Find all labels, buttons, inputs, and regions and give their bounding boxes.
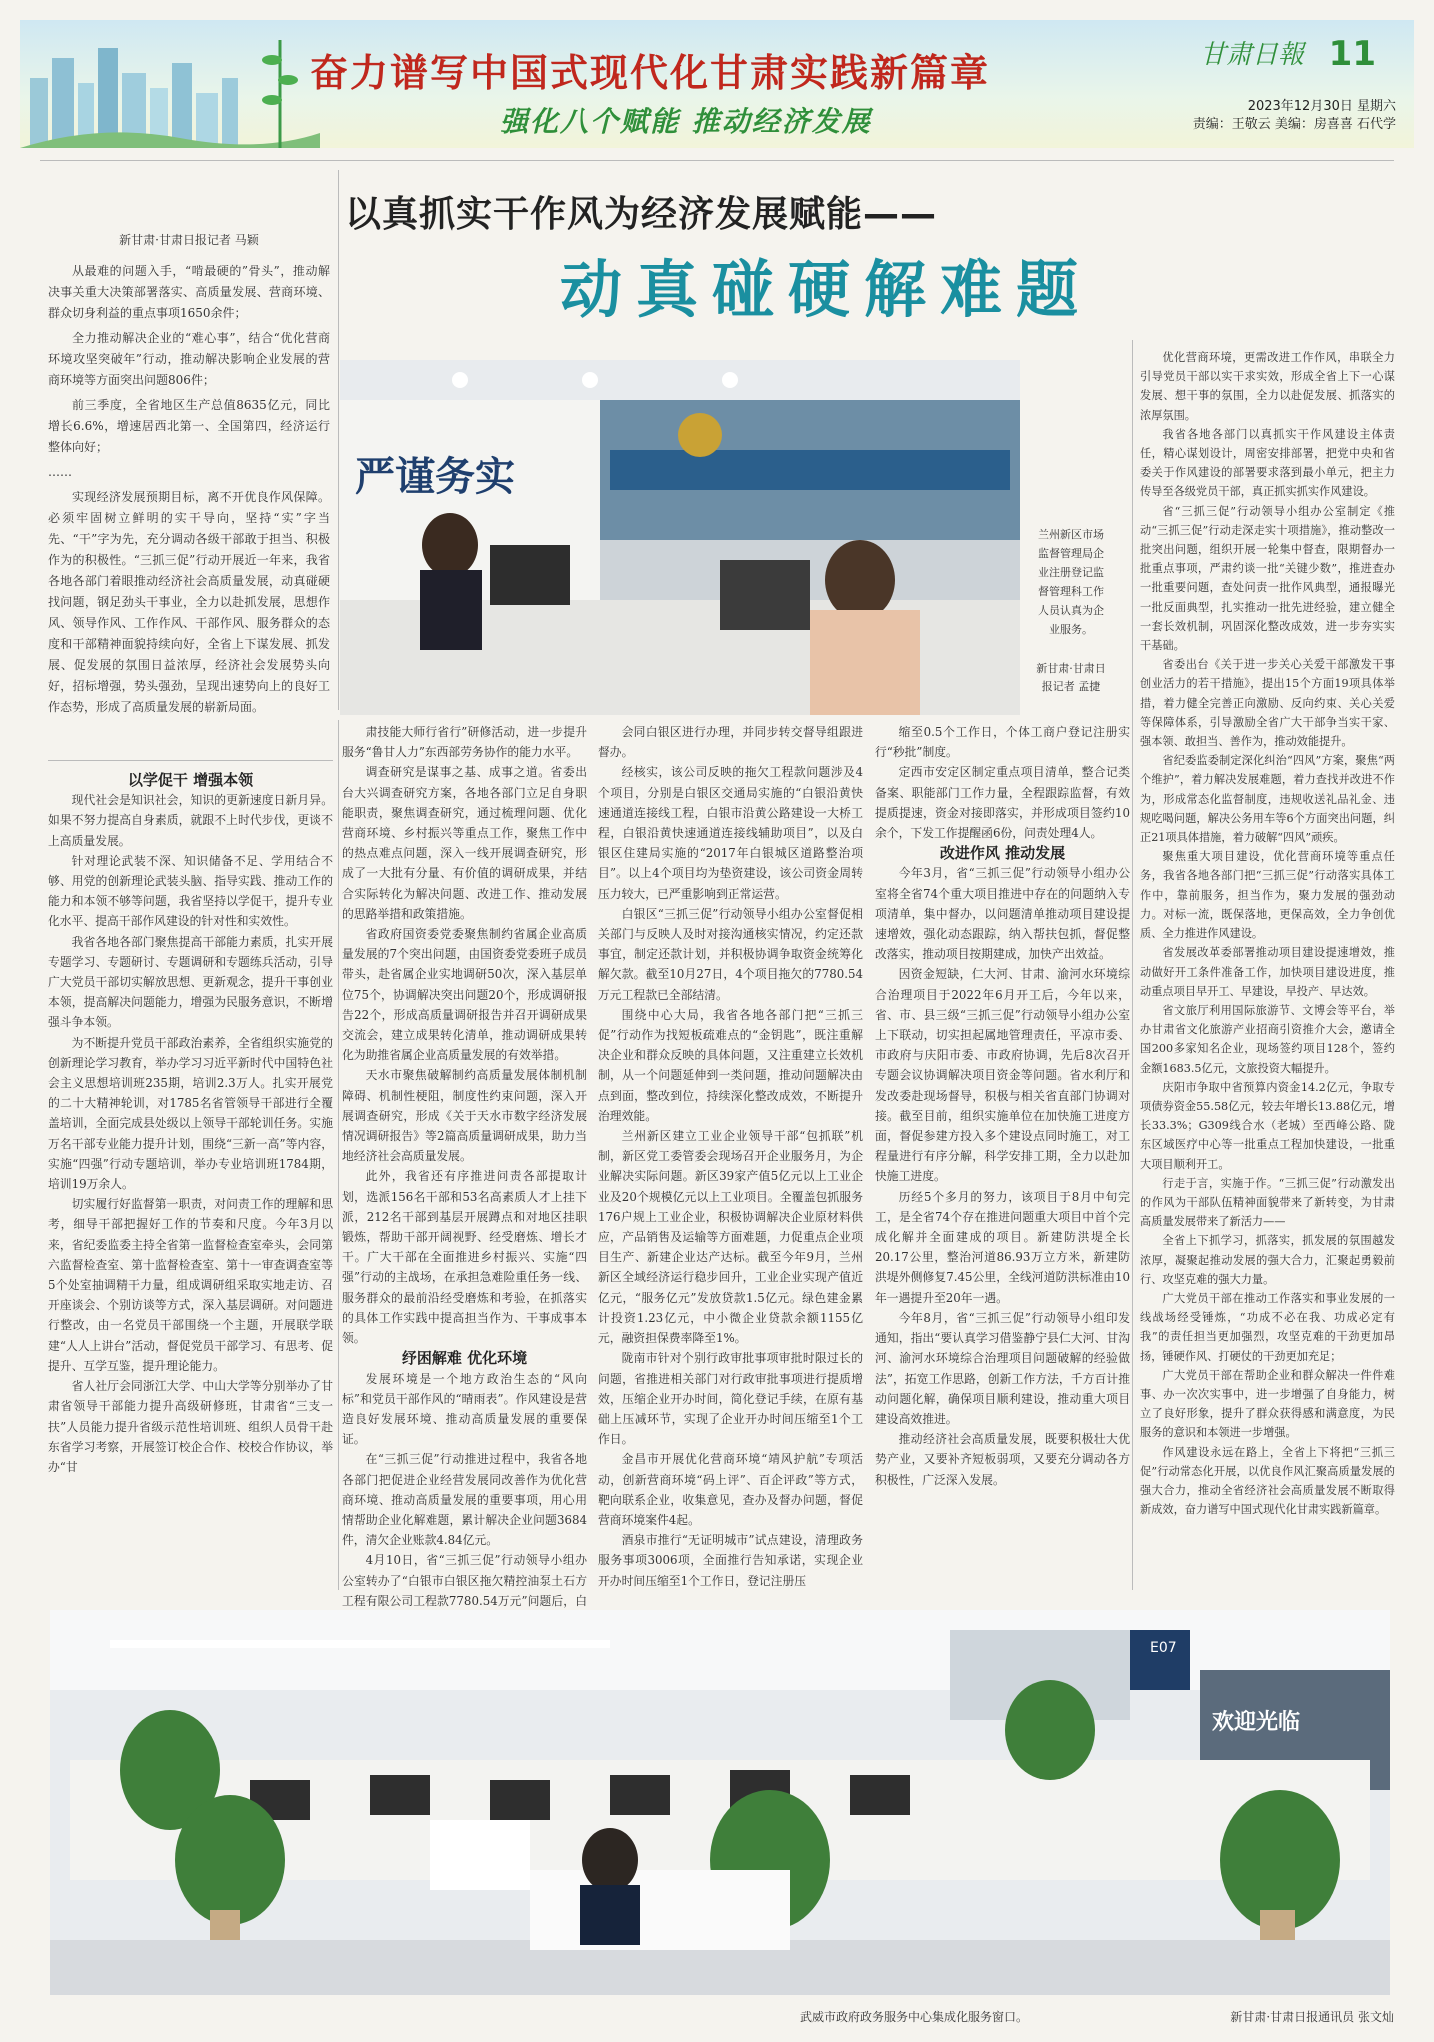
body-paragraph: 庆阳市争取中省预算内资金14.2亿元，争取专项债券资金55.58亿元，较去年增长13.88亿元，增长33.3%；G309线合水（老城）至西峰公路、陇东区域医疗中心等一批重点工程加快建设，一批重大项目顺利开工。	[1140, 1080, 1395, 1171]
body-paragraph: 肃技能大师行省行”研修活动，进一步提升服务“鲁甘人力”东西部劳务协作的能力水平。	[342, 725, 587, 760]
banner-subslogan: 强化八个赋能 推动经济发展	[500, 105, 872, 138]
page-number: 11	[1328, 34, 1376, 74]
intro-paragraph: 从最难的问题入手，“啃最硬的”骨头”，推动解决事关重大决策部署落实、高质量发展、营商环境、群众切身利益的重点事项1650余件；	[48, 264, 330, 320]
body-paragraph: 今年8月，省“三抓三促”行动领导小组印发通知，指出“要认真学习借鉴静宁县仁大河、甘沟河、渝河水环境综合治理项目问题破解的经验做法”，拓宽工作思路，创新工作方法，千方百计推动问题化解，确保项目顺利建设，推动重大项目建设高效推进。	[875, 1310, 1130, 1426]
page-banner	[20, 20, 1414, 148]
wall-slogan: 严谨务实	[355, 454, 515, 500]
body-paragraph: 会同白银区进行办理，并同步转交督导组跟进督办。	[598, 725, 863, 760]
body-paragraph: 今年3月，省“三抓三促”行动领导小组办公室将全省74个重大项目推进中存在的问题纳入专项清单，集中督办，以问题清单推动项目建设提速增效，强化动态跟踪，纳入帮扶包抓，督促整改落实，推动项目按期建成，加快产出效益。	[875, 866, 1130, 962]
column-divider	[338, 720, 339, 1590]
body-paragraph: 全省上下抓学习，抓落实，抓发展的氛围越发浓厚，凝聚起推动发展的强大合力，汇聚起勇毅前行、攻坚克难的强大力量。	[1140, 1234, 1395, 1286]
body-column-1	[48, 770, 333, 1477]
body-paragraph: 广大党员干部在推动工作落实和事业发展的一线战场经受锤炼，“功成不必在我、功成必定有我”的责任担当更加强烈，攻坚克难的干劲更加昂扬，锤硬作风、打硬仗的干劲更加充足；	[1140, 1291, 1395, 1363]
body-paragraph: 天水市聚焦破解制约高质量发展体制机制障碍、机制性梗阻，制度性约束问题，深入开展调查研究，形成《关于天水市数字经济发展情况调研报告》等2篇高质量调研成果，助力当地经济社会高质量发展。	[342, 1068, 587, 1164]
body-paragraph: 优化营商环境，更需改进工作作风，串联全力引导党员干部以实干求实效，形成全省上下一心谋发展、想干事的氛围，全力以赴促发展、抓落实的浓厚氛围。	[1140, 351, 1395, 422]
intro-divider	[338, 170, 339, 710]
intro-paragraph: 全力推动解决企业的“难心事”，结合“优化营商环境攻坚突破年”行动，推动解决影响企业发展的营商环境等方面突出问题806件；	[48, 331, 330, 387]
issue-date	[1193, 98, 1396, 134]
body-paragraph: 白银区“三抓三促”行动领导小组办公室督促相关部门与反映人及时对接沟通核实情况，约定还款事宜，制定还款计划，并积极协调争取资金统筹化解欠款。截至10月27日，4个项目拖欠的7780.54万元工程款已全部结清。	[598, 906, 863, 1002]
body-column-2	[342, 722, 587, 1631]
welcome-screen-text: 欢迎光临	[1212, 1710, 1301, 1735]
editors-credit: 责编：王敬云 美编：房喜喜 石代学	[1192, 117, 1396, 132]
service-center-photo	[50, 1610, 1390, 1995]
body-paragraph: 省发展改革委部署推动项目建设提速增效，推动做好开工条件准备工作，加快项目建设进度，推动重点项目早开工、早建设，早投产、早达效。	[1140, 946, 1395, 998]
photo1-credit: 新甘肃·甘肃日报记者 孟捷	[1036, 662, 1106, 693]
body-column-3	[598, 722, 863, 1591]
section-heading: 纾困解难 优化环境	[401, 1349, 528, 1368]
photo2-credit: 新甘肃·甘肃日报通讯员 张文灿	[1230, 2010, 1394, 2024]
body-paragraph: 兰州新区建立工业企业领导干部“包抓联”机制，新区党工委管委会现场召开企业服务月，为企业解决实际问题。新区39家产值5亿元以上工业企业及20个规模亿元以上工业项目。全覆盖包抓服务176户规上工业企业，积极协调解决企业原材料供应，产品销售及运输等方面难题，力促重点企业项目生产、新建企业达产达标。截至今年9月，兰州新区全域经济运行稳步回升，工业企业实现产值近亿元，“服务亿元”发放贷款1.5亿元。绿色建金累计投资1.23亿元，中小微企业贷款余额1155亿元，融资担保费率降至1%。	[598, 1129, 863, 1346]
body-paragraph: 聚焦重大项目建设，优化营商环境等重点任务，我省各地各部门把“三抓三促”行动落实具体工作中，靠前服务，担当作为，聚力发展的强劲动力。对标一流，既保落地，更保高效，全力争创优质、全力推进作风建设。	[1140, 850, 1395, 941]
body-column-5	[1140, 348, 1395, 1519]
intro-ellipsis: ……	[48, 465, 72, 479]
body-paragraph: 行走于言，实施于作。“三抓三促”行动激发出的作风为干部队伍精神面貌带来了新转变，为甘肃高质量发展带来了新活力——	[1140, 1176, 1395, 1229]
leaf-decoration-icon	[260, 20, 300, 148]
issue-date-text: 2023年12月30日 星期六	[1247, 99, 1396, 114]
intro-paragraph: 实现经济发展预期目标，离不开优良作风保障。必须牢固树立鲜明的实干导向，坚持“实”字当先、“干”字为先，充分调动各级干部敢于担当、积极作为的积极性。“三抓三促”行动开展近一年来，我省各地各部门着眼推动经济社会高质量发展，动真碰硬找问题，钢足劲头干事业，全力以赴抓发展，思想作风、领导作风、工作作风、干部作风、服务群众的态度和干部精神面貌持续向好，全省上下谋发展、抓发展、促发展的氛围日益浓厚，经济社会发展势头向好，招标增强，势头强劲，呈现出速势向上的良好工作态势，形成了高质量发展的崭新局面。	[48, 490, 330, 714]
body-column-4	[875, 722, 1130, 1490]
section-heading: 以学促干 增强本领	[127, 771, 254, 789]
service-center-illustration	[50, 1610, 1390, 1995]
body-paragraph: 针对理论武装不深、知识储备不足、学用结合不够、用党的创新理论武装头脑、指导实践、推动工作的能力和本领不够等问题，我省坚持以学促干，提升专业化水平、提高干部作风建设的针对性和实效性。	[48, 853, 333, 929]
section-heading: 改进作风 推动发展	[939, 844, 1066, 863]
body-paragraph: 4月10日，省“三抓三促”行动领导小组办公室转办了“白银市白银区拖欠精控油泵土石方工程有限公司工程款7780.54万元”问题后，白	[342, 1553, 587, 1608]
body-paragraph: 此外，我省还有序推进问责各部提取计划，选派156名干部和53名高素质人才上挂下派，212名干部到基层开展蹲点和对地区挂职锻炼，帮助干部开阔视野、经受磨炼、增长才干。广大干部在全面推进乡村振兴、实施“四强”行动的主战场，在承担急难险重任务一线、服务群众的最前沿经受磨炼和考验，在抓落实的具体工作实践中提高担当作为、干事成事本领。	[342, 1169, 587, 1346]
body-paragraph: 缩至0.5个工作日，个体工商户登记注册实行“秒批”制度。	[875, 725, 1130, 760]
body-paragraph: 酒泉市推行“无证明城市”试点建设，清理政务服务事项3006项，全面推行告知承诺，实现企业开办时间压缩至1个工作日，登记注册压	[598, 1533, 863, 1588]
body-paragraph: 省纪委监委制定深化纠治“四风”方案，聚焦“两个维护”，着力解决发展难题，着力查找并改进不作为，形成常态化监督制度，违规收送礼品礼金、违规吃喝问题，解决公务用车等6个方面突出问题，纠正21项具体措施，着力破解“四风”顽疾。	[1140, 754, 1395, 845]
body-paragraph: 调查研究是谋事之基、成事之道。省委出台大兴调查研究方案，各地各部门立足自身职能职责，聚焦调查研究，通过梳理问题、优化营商环境、乡村振兴等重点工作，聚焦工作中的热点难点问题，深入一线开展调查研究，形成了一大批有分量、有价值的调研成果，并结合实际转化为解决问题、改进工作、推动发展的思路举措和政策措施。	[342, 765, 587, 921]
body-paragraph: 历经5个多月的努力，该项目于8月中旬完工，是全省74个存在推进问题重大项目中首个完成化解并全面建成的项目。新建防洪堤全长20.17公里，整治河道86.93万立方米，新建防洪堤外侧修复7.45公里，全线河道防洪标准由10年一遇提升至20年一遇。	[875, 1189, 1130, 1305]
article-byline: 新甘肃·甘肃日报记者 马颖	[119, 233, 259, 247]
body-paragraph: 因资金短缺，仁大河、甘肃、渝河水环境综合治理项目于2022年6月开工后，今年以来，省、市、县三级“三抓三促”行动领导小组办公室上下联动，切实担起属地管理责任，平凉市委、市政府与庆阳市委、市政府协调，先后8次召开专题会议协调解决项目资金等问题。省水利厅和发改委赴现场督导，积极与相关省直部门协调对接。截至目前，组织实施单位在加快施工进度方面，督促参建方投入多个建设点同时施工，对工程量进行有序分解，科学安排工期，全力以赴加快施工进度。	[875, 967, 1130, 1184]
column-divider	[1132, 340, 1133, 1590]
body-paragraph: 我省各地各部门聚焦提高干部能力素质，扎实开展专题学习、专题研讨、专题调研和专题练兵活动，引导广大党员干部切实解放思想、更新观念，提升干事创业本领，提高解决问题能力，增强为民服务意识，不断增强斗争本领。	[48, 934, 333, 1030]
body-paragraph: 金昌市开展优化营商环境“靖风护航”专项活动，创新营商环境“码上评”、百企评政”等方式，靶向联系企业，收集意见，查办及督办问题，督促营商环境案件4起。	[598, 1452, 863, 1527]
intro-bottom-divider	[48, 760, 333, 761]
service-hall-photo	[340, 360, 1120, 715]
article-headline: 动真碰硬解难题	[560, 253, 1093, 326]
body-paragraph: 定西市安定区制定重点项目清单，整合记类备案、职能部门工作力量，全程跟踪监督，有效提质提速，资金对接即落实，并形成项目签约10余个，下发工作提醒函6份，问责处理4人。	[875, 765, 1130, 841]
body-paragraph: 我省各地各部门以真抓实干作风建设主体责任，精心谋划设计，周密安排部署，把党中央和省委关于作风建设的部署要求落到最小单元，把主力传导至各级党员干部，真正抓实抓实作风建设。	[1140, 427, 1395, 499]
screen-code: E07	[1150, 1640, 1177, 1656]
top-divider	[40, 160, 1394, 161]
body-paragraph: 现代社会是知识社会，知识的更新速度日新月异。如果不努力提高自身素质，就跟不上时代步伐，更谈不上高质量发展。	[48, 793, 333, 848]
intro-paragraph: 前三季度，全省地区生产总值8635亿元，同比增长6.6%，增速居西北第一、全国第四，经济运行整体向好；	[48, 398, 330, 454]
body-paragraph: 省文旅厅利用国际旅游节、文博会等平台，举办甘肃省文化旅游产业招商引资推介大会，邀请全国200多家知名企业，现场签约项目128个，签约金额1683.5亿元，文旅投资大幅提升。	[1140, 1003, 1395, 1075]
photo2-caption: 武威市政府政务服务中心集成化服务窗口。	[800, 2010, 1029, 2024]
body-paragraph: 围绕中心大局，我省各地各部门把“三抓三促”行动作为找短板疏难点的“金钥匙”，既注重解决企业和群众反映的具体问题，又注重建立长效机制，从一个问题延伸到一类问题，推动问题解决由点到面，整改到位，持续深化整改成效，不断提升治理效能。	[598, 1007, 863, 1123]
body-paragraph: 经核实，该公司反映的拖欠工程款问题涉及4个项目，分别是白银区交通局实施的“白银沿黄快速通道连接线工程，白银市沿黄公路建设一大桥工程，白银沿黄快速通道连接线辅助项目”，以及白银区住建局实施的“2017年白银城区道路整治项目”。以上4个项目均为垫资建设，该公司资金周转压力较大，已严重影响到正常运营。	[598, 765, 863, 901]
body-paragraph: 省政府国资委党委聚焦制约省属企业高质量发展的7个突出问题，由国资委党委班子成员带头，赴省属企业实地调研50次，深入基层单位75个，协调解决突出问题20个，形成调研报告22个，形成高质量调研报告并召开调研成果交流会，建立成果转化清单，推动调研成果转化为助推省属企业高质量发展的有效举措。	[342, 927, 587, 1063]
body-paragraph: 推动经济社会高质量发展，既要积极壮大优势产业，又要补齐短板弱项，又要充分调动各方积极性，广泛深入发展。	[875, 1432, 1130, 1487]
photo1-caption: 兰州新区市场监督管理局企业注册登记监督管理科工作人员认真为企业服务。	[1038, 528, 1104, 636]
body-paragraph: 省人社厅会同浙江大学、中山大学等分别举办了甘肃省领导干部能力提升高级研修班，甘肃省“三支一扶”人员能力提升省级示范性培训班、组织人员骨干赴东省学习考察，开展签订校企合作、校校合作协议，举办“甘	[48, 1379, 333, 1474]
body-paragraph: 在“三抓三促”行动推进过程中，我省各地各部门把促进企业经营发展同改善作为优化营商环境、推动高质量发展的重要事项，用心用情帮助企业化解难题，累计解决企业问题3684件，清欠企业账款4.84亿元。	[342, 1452, 587, 1548]
body-paragraph: 省“三抓三促”行动领导小组办公室制定《推动“三抓三促”行动走深走实十项措施》，推动整改一批突出问题，组织开展一轮集中督查，限期督办一批重点事项，严肃约谈一批“关键少数”，推进查办一批重要问题，查处问责一批作风典型，通报曝光一批反面典型，扎实推动一批先进经验，建立健全一套长效机制，巩固深化整改成效，进一步夯实实干基础。	[1140, 504, 1395, 653]
banner-slogan: 奋力谱写中国式现代化甘肃实践新篇章	[310, 51, 991, 95]
body-paragraph: 作风建设永远在路上，全省上下将把“三抓三促”行动常态化开展，以优良作风汇聚高质量发展的强大合力，推动全省经济社会高质量发展不断取得新成效，奋力谱写中国式现代化甘肃实践新篇章。	[1140, 1445, 1395, 1517]
body-paragraph: 发展环境是一个地方政治生态的“风向标”和党员干部作风的“晴雨表”。作风建设是营造良好发展环境、推动高质量发展的重要保证。	[342, 1371, 587, 1447]
body-paragraph: 省委出台《关于进一步关心关爱干部激发干事创业活力的若干措施》，提出15个方面19项具体举措，着力健全完善正向激励、反向约束、关心关爱等保障体系，引导激励全省广大干部争当实干家、强本领、敢担当、善作为，推动效能提升。	[1140, 658, 1395, 749]
body-paragraph: 广大党员干部在帮助企业和群众解决一件件难事、办一次次实事中，进一步增强了自身能力，树立了良好形象，提升了群众获得感和满意度，为民服务的意识和本领进一步增强。	[1140, 1368, 1395, 1440]
body-paragraph: 陇南市针对个别行政审批事项审批时限过长的问题，省推进相关部门对行政审批事项进行提质增效，压缩企业开办时间，简化登记手续，在原有基础上压减环节，实现了企业开办时间压缩至1个工作日。	[598, 1351, 863, 1447]
intro-column	[48, 230, 330, 722]
body-paragraph: 为不断提升党员干部政治素养，全省组织实施党的创新理论学习教育，举办学习习近平新时代中国特色社会主义思想培训班235期，培训2.3万人。扎实开展党的二十大精神轮训，对1785名省管领导干部进行全覆盖培训，全面完成县处级以上领导干部轮训任务。实施万名干部专业能力提升计划，围绕“三新一高”等内容，实施“四强”行动专题培训，举办专业培训班1784期，培训19万余人。	[48, 1035, 333, 1192]
article-kicker: 以真抓实干作风为经济发展赋能——	[345, 194, 938, 235]
newspaper-logo: 甘肃日報	[1199, 40, 1304, 70]
service-hall-illustration	[340, 360, 1020, 715]
body-paragraph: 切实履行好监督第一职责，对问责工作的理解和思考，细导干部把握好工作的节奏和尺度。今年3月以来，省纪委监委主持全省第一监督检查室牵头，会同第六监督检查室、第十监督检查室、第十一审查调查室等5个处室抽调精干力量，组成调研组采取实地走访、召开座谈会、个别访谈等方式，深入基层调研。对问题进行整改，由一名党员干部围绕一个主题，开展联学联建“人人上讲台”活动，督促党员干部学习、有思考、促提升、互学互鉴，提升理论能力。	[48, 1197, 333, 1373]
